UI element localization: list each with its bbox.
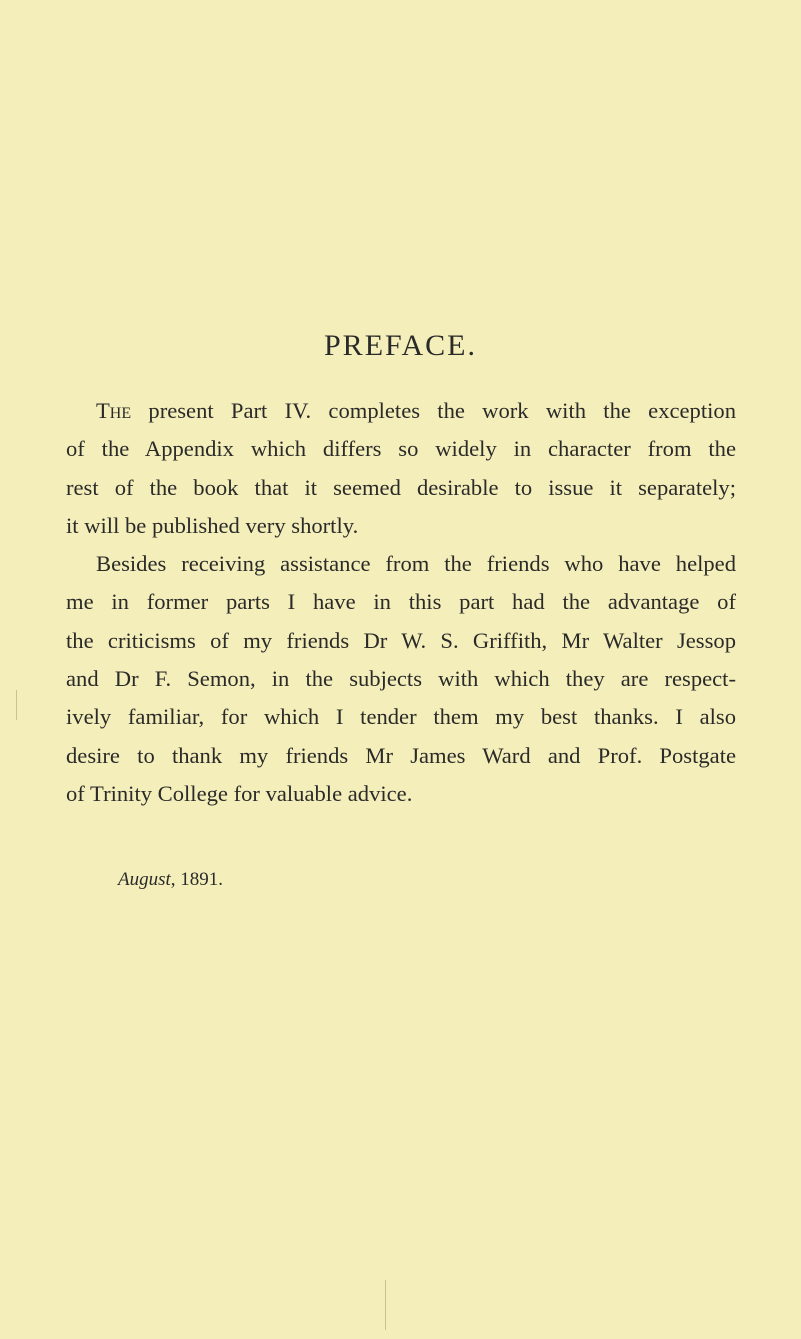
text-line: it will be published very shortly. xyxy=(66,512,359,538)
paragraph-2 xyxy=(66,545,736,813)
text-line: of Trinity College for valuable advice. xyxy=(66,780,413,806)
preface-body xyxy=(66,392,736,813)
text-line: ively familiar, for which I tender them my best thanks. I also xyxy=(66,704,736,730)
text-line: Besides receiving assistance from the friends who have helped xyxy=(96,551,736,577)
signature-month: August xyxy=(118,869,171,890)
paper-crease-mark xyxy=(16,690,17,720)
text-line: me in former parts I have in this part had the advantage of xyxy=(66,589,736,615)
text-line: The present Part IV. completes the work with the exception xyxy=(96,398,736,423)
page-title: PREFACE. xyxy=(324,329,477,362)
first-word: The xyxy=(96,398,132,423)
text-line: the criticisms of my friends Dr W. S. Griffith, Mr Walter Jessop xyxy=(66,627,736,653)
signature-year: , 1891. xyxy=(170,869,224,890)
paper-crease-mark xyxy=(385,1280,386,1330)
text-line: rest of the book that it seemed desirable to issue it separately; xyxy=(66,474,736,500)
text-line: desire to thank my friends Mr James Ward and Prof. Postgate xyxy=(66,742,736,768)
paragraph-1 xyxy=(66,392,736,545)
text-line: of the Appendix which differs so widely in character from the xyxy=(66,436,736,462)
signature-date xyxy=(118,867,223,893)
text-line: and Dr F. Semon, in the subjects with which they are respect- xyxy=(66,666,736,692)
